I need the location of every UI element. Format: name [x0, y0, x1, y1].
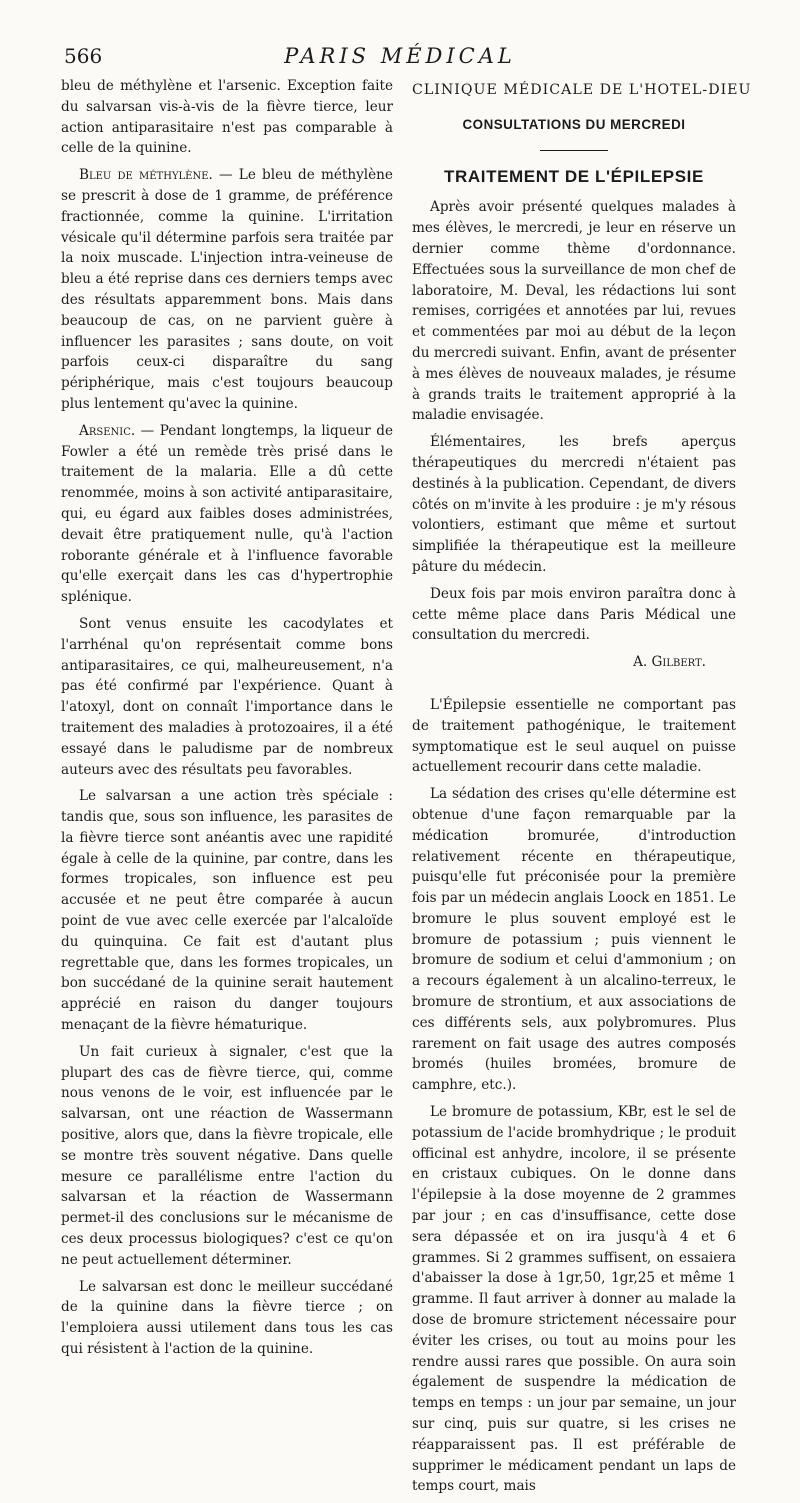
paragraph-text: — Le bleu de méthylène se prescrit à dose de 1 gramme, de préférence fractionnée, comme la quinine. L'irritation vésicale qu'il détermine parfois sera traitée par la noix muscade. L'injection intra-veineuse de bleu a été reprise dans ces derniers temps avec des résultats apparemment bons. Mais dans beaucoup de cas, on ne parvient guère à influencer les parasites ; sans doute, on voit parfois ceux-ci disparaître du sang périphérique, mais c'est toujours beaucoup plus lentement qu'avec la quinine.	[61, 167, 393, 412]
left-column	[61, 76, 393, 1366]
paragraph: Sont venus ensuite les cacodylates et l'arrhénal qu'on représentait comme bons antiparasitaires, ce qui, malheureusement, n'a pas été confirmé par l'expérience. Quant à l'atoxyl, dont on connaît l'importance dans le traitement des maladies à protozoaires, il a été essayé dans le paludisme par de nombreux auteurs avec des résultats peu favorables.	[61, 615, 393, 778]
section-heading: Arsenic.	[79, 422, 136, 439]
journal-title: PARIS MÉDICAL	[284, 44, 516, 68]
paragraph: Le salvarsan est donc le meilleur succédané de la quinine dans la fièvre tierce ; on l'emploiera aussi utilement dans tous les cas qui résistent à l'action de la quinine.	[61, 1278, 393, 1358]
clinic-heading: CLINIQUE MÉDICALE DE L'HOTEL-DIEU	[412, 82, 752, 98]
heading-rule	[540, 150, 608, 151]
paragraph: bleu de méthylène et l'arsenic. Exception faite du salvarsan vis-à-vis de la fièvre tierce, leur action antiparasitaire n'est pas comparable à celle de la quinine.	[61, 78, 393, 157]
paragraph: Le bromure de potassium, KBr, est le sel de potassium de l'acide bromhydrique ; le produit officinal est anhydre, incolore, il se présente en cristaux cubiques. On le donne dans l'épilepsie à la dose moyenne de 2 grammes par jour ; en cas d'insuffisance, cette dose sera dépassée et on ira jusqu'à 4 et 6 grammes. Si 2 grammes suffisent, on essaiera d'abaisser la dose à 1gr,50, 1gr,25 et même 1 gramme. Il faut arriver à donner au malade la dose de bromure strictement nécessaire pour éviter les crises, ou tout au moins pour les rendre aussi rares que possible. On aura soin également de suspendre la médication de temps en temps : un jour par semaine, un jour sur cinq, puis sur quatre, si les crises ne réapparaissent pas. Il est préférable de supprimer le médicament pendant un laps de temps court, mais	[412, 1104, 736, 1495]
intro-paragraph: Deux fois par mois environ paraîtra donc à cette même place dans Paris Médical une consultation du mercredi.	[412, 585, 736, 644]
paragraph-text: — Pendant longtemps, la liqueur de Fowler a été un remède très prisé dans le traitement de la malaria. Elle a dû cette renommée, moins à son activité antiparasitaire, qui, eu égard aux faibles doses administrées, devait être pratiquement nulle, qu'à l'action roborante générale et à l'influence favorable qu'elle exerçait dans les cas d'hypertrophie splénique.	[61, 422, 393, 606]
right-column	[412, 76, 752, 1503]
paragraph	[61, 165, 393, 415]
series-heading: CONSULTATIONS DU MERCREDI	[462, 116, 686, 132]
paragraph: L'Épilepsie essentielle ne comportant pas de traitement pathogénique, le traitement symptomatique est le seul auquel on puisse actuellement recourir dans cette maladie.	[412, 696, 736, 776]
author-signature: A. Gilbert.	[633, 654, 706, 671]
page-number: 566	[64, 44, 103, 68]
paragraph: Le salvarsan a une action très spéciale : tandis que, sous son influence, les parasites de la fièvre tierce sont anéantis avec une rapidité égale à celle de la quinine, par contre, dans les formes tropicales, son influence est peu accusée et ne peut être comparée à aucun point de vue avec celle exercée par l'alcaloïde du quinquina. Ce fait est d'autant plus regrettable que, dans les formes tropicales, un bon succédané de la quinine serait hautement apprécié en raison du danger toujours menaçant de la fièvre hématurique.	[61, 788, 393, 1034]
paragraph: La sédation des crises qu'elle détermine est obtenue d'une façon remarquable par la médication bromurée, d'introduction relativement récente en thérapeutique, puisqu'elle fut préconisée pour la première fois par un médecin anglais Loock en 1851. Le bromure le plus souvent employé est le bromure de potassium ; puis viennent le bromure de sodium et celui d'ammonium ; on a recours également à un alcalino-terreux, le bromure de strontium, et aux associations de ces différents sels, aux polybromures. Plus rarement on fait usage des autres composés bromés (huiles bromées, bromure de camphre, etc.).	[412, 786, 736, 1094]
article-title: TRAITEMENT DE L'ÉPILEPSIE	[444, 166, 704, 186]
section-heading: Bleu de méthylène.	[79, 167, 213, 184]
paragraph	[61, 421, 393, 608]
intro-paragraph: Après avoir présenté quelques malades à mes élèves, le mercredi, je leur en réserve un dernier comme thème d'ordonnance. Effectuées sous la surveillance de mon chef de laboratoire, M. Deval, les rédactions lui sont remises, corrigées et annotées par lui, revues et commentées par moi au début de la leçon du mercredi suivant. Enfin, avant de présenter à mes élèves de nouveaux malades, je résume à grands traits le traitement approprié à la maladie envisagée.	[412, 199, 736, 424]
intro-paragraph: Élémentaires, les brefs aperçus thérapeutiques du mercredi n'étaient pas destinés à la publication. Cependant, de divers côtés on m'invite à les produire : je m'y résous volontiers, estimant que même et surtout simplifiée la thérapeutique est la meilleure pâture du médecin.	[412, 434, 736, 575]
running-header	[64, 44, 736, 74]
paragraph: Un fait curieux à signaler, c'est que la plupart des cas de fièvre tierce, qui, comme nous venons de le voir, est influencée par le salvarsan, ont une réaction de Wassermann positive, alors que, dans la fièvre tropicale, elle se montre très souvent négative. Dans quelle mesure ce parallélisme entre l'action du salvarsan et la réaction de Wassermann permet-il des conclusions sur le mécanisme de ces deux processus biologiques? c'est ce qu'on ne peut actuellement déterminer.	[61, 1043, 393, 1268]
